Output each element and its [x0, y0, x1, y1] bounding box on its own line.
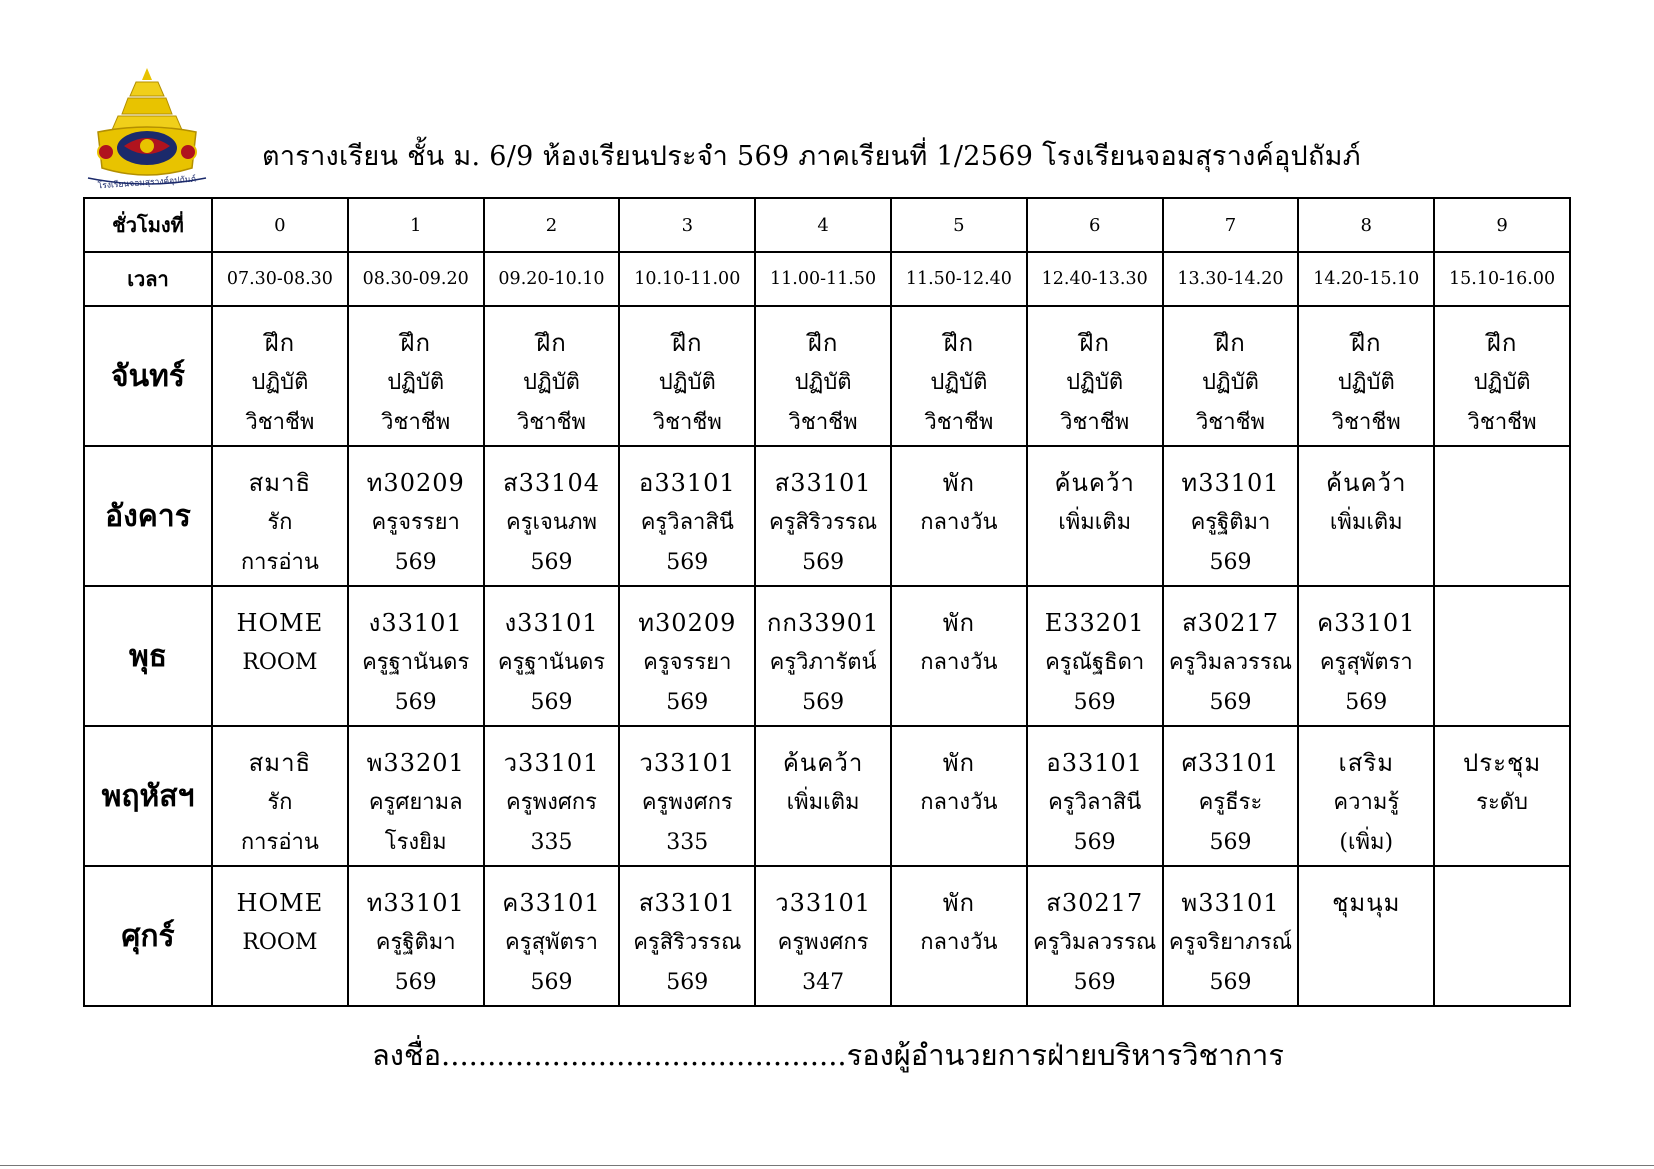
- cell-line-1: ส33101: [638, 889, 736, 917]
- cell-line-2: ROOM: [242, 930, 318, 955]
- cell-line-3: [213, 963, 347, 1003]
- cell-line-1: พัก: [942, 889, 976, 917]
- schedule-cell: [212, 446, 348, 586]
- schedule-cell: [212, 726, 348, 866]
- schedule-cell: [212, 306, 348, 446]
- cell-line-3: [1435, 823, 1569, 863]
- cell-line-2: ครูธีระ: [1198, 790, 1263, 815]
- schedule-cell: [484, 586, 620, 726]
- cell-line-2: ปฏิบัติ: [522, 370, 580, 395]
- cell-line-3: 569: [394, 970, 437, 995]
- cell-line-2: [1435, 923, 1569, 963]
- cell-line-3: 569: [1073, 970, 1116, 995]
- period-time: 07.30-08.30: [212, 252, 348, 306]
- cell-line-2: ครูจริยาภรณ์: [1168, 930, 1293, 955]
- day-row: [84, 586, 1570, 726]
- day-name: พุธ: [84, 586, 212, 726]
- cell-content: [756, 449, 890, 583]
- cell-line-1: ง33101: [368, 609, 463, 637]
- cell-line-3: 569: [666, 690, 709, 715]
- cell-content: [892, 729, 1026, 863]
- schedule-cell: [891, 446, 1027, 586]
- cell-line-2: ปฏิบัติ: [658, 370, 716, 395]
- cell-line-2: ปฏิบัติ: [1473, 370, 1531, 395]
- cell-line-1: ชุมนุม: [1332, 889, 1401, 917]
- cell-line-3: วิชาชีพ: [516, 410, 587, 435]
- cell-line-1: กก33901: [766, 609, 880, 637]
- cell-content: [1028, 729, 1162, 863]
- schedule-cell: [1163, 726, 1299, 866]
- cell-line-2: ปฏิบัติ: [251, 370, 309, 395]
- schedule-cell: [484, 446, 620, 586]
- cell-line-1: ค้นคว้า: [1326, 469, 1407, 497]
- cell-line-3: 569: [666, 550, 709, 575]
- cell-line-3: วิชาชีพ: [652, 410, 722, 435]
- schedule-cell: [348, 866, 484, 1006]
- cell-content: [620, 589, 754, 723]
- period-number: 1: [348, 198, 484, 252]
- cell-line-1: ท30209: [366, 469, 465, 497]
- cell-line-1: HOME: [236, 609, 324, 637]
- cell-line-2: ครูเจนภพ: [505, 510, 597, 535]
- schedule-cell: [1434, 586, 1570, 726]
- cell-line-2: ครูสิริวรรณ: [633, 930, 742, 955]
- schedule-cell: [1298, 866, 1434, 1006]
- cell-line-3: [1299, 543, 1433, 583]
- cell-line-3: 569: [530, 690, 573, 715]
- schedule-cell: [1163, 446, 1299, 586]
- period-header-row: [84, 198, 1570, 252]
- cell-line-3: [892, 543, 1026, 583]
- cell-line-3: 569: [394, 690, 437, 715]
- cell-line-2: รัก: [267, 790, 293, 815]
- cell-content: [892, 869, 1026, 1003]
- cell-line-2: กลางวัน: [920, 510, 998, 535]
- cell-line-2: ปฏิบัติ: [794, 370, 852, 395]
- schedule-cell: [755, 446, 891, 586]
- schedule-cell: [212, 866, 348, 1006]
- cell-line-3: วิชาชีพ: [788, 410, 858, 435]
- logo-text: โรงเรียนจอมสุรางค์อุปถัมภ์: [97, 174, 197, 192]
- cell-line-2: ปฏิบัติ: [1201, 370, 1259, 395]
- schedule-cell: [891, 726, 1027, 866]
- cell-content: [892, 449, 1026, 583]
- schedule-cell: [755, 726, 891, 866]
- cell-line-1: ว33101: [775, 889, 871, 917]
- cell-content: [1028, 869, 1162, 1003]
- cell-content: [1028, 449, 1162, 583]
- cell-line-2: ครูวิมลวรรณ: [1033, 930, 1157, 955]
- cell-line-2: ปฏิบัติ: [1066, 370, 1124, 395]
- schedule-cell: [755, 586, 891, 726]
- cell-line-2: ครูวิลาสินี: [1048, 790, 1142, 815]
- cell-line-2: ความรู้: [1333, 790, 1400, 815]
- period-time: 12.40-13.30: [1027, 252, 1163, 306]
- cell-line-2: ครูวิภารัตน์: [769, 650, 877, 675]
- cell-line-3: 569: [1073, 690, 1116, 715]
- day-row: [84, 446, 1570, 586]
- cell-line-3: วิชาชีพ: [381, 410, 451, 435]
- cell-line-2: ครูณัฐธิดา: [1045, 650, 1145, 675]
- cell-line-2: ครูพงศกร: [777, 930, 869, 955]
- cell-content: [1299, 309, 1433, 443]
- cell-line-3: วิชาชีพ: [1195, 410, 1266, 435]
- cell-content: [213, 449, 347, 583]
- cell-line-2: ครูสุพัตรา: [505, 930, 598, 955]
- cell-content: [1299, 449, 1433, 583]
- cell-line-3: 569: [394, 550, 437, 575]
- cell-content: [892, 309, 1026, 443]
- cell-line-1: ท33101: [366, 889, 465, 917]
- schedule-cell: [755, 866, 891, 1006]
- cell-content: [892, 589, 1026, 723]
- cell-line-3: 569: [802, 550, 845, 575]
- period-number: 5: [891, 198, 1027, 252]
- schedule-cell: [1434, 446, 1570, 586]
- cell-content: [349, 309, 483, 443]
- period-number: 4: [755, 198, 891, 252]
- cell-line-1: พ33201: [366, 749, 465, 777]
- cell-line-3: [1028, 543, 1162, 583]
- cell-line-3: [892, 683, 1026, 723]
- cell-line-2: เพิ่มเติม: [1058, 510, 1132, 535]
- schedule-cell: [1298, 586, 1434, 726]
- period-time: 11.50-12.40: [891, 252, 1027, 306]
- cell-content: [756, 589, 890, 723]
- cell-line-1: ฝึก: [264, 329, 296, 357]
- schedule-cell: [891, 586, 1027, 726]
- cell-content: [1435, 869, 1569, 1003]
- cell-content: [1164, 309, 1298, 443]
- cell-content: [1299, 869, 1433, 1003]
- cell-content: [213, 729, 347, 863]
- schedule-cell: [1298, 446, 1434, 586]
- cell-line-3: [1435, 963, 1569, 1003]
- cell-line-2: เพิ่มเติม: [786, 790, 860, 815]
- schedule-cell: [619, 866, 755, 1006]
- cell-line-3: วิชาชีพ: [1331, 410, 1401, 435]
- period-number: 8: [1298, 198, 1434, 252]
- cell-line-2: เพิ่มเติม: [1329, 510, 1403, 535]
- cell-line-3: [1299, 963, 1433, 1003]
- cell-content: [349, 589, 483, 723]
- cell-content: [1435, 729, 1569, 863]
- cell-line-2: ปฏิบัติ: [930, 370, 988, 395]
- cell-line-3: 569: [1209, 970, 1252, 995]
- cell-line-2: ครูวิลาสินี: [640, 510, 734, 535]
- cell-line-2: [1435, 643, 1569, 683]
- day-name: จันทร์: [84, 306, 212, 446]
- cell-line-1: ฝึก: [671, 329, 703, 357]
- cell-content: [1435, 589, 1569, 723]
- schedule-cell: [619, 586, 755, 726]
- cell-content: [620, 449, 754, 583]
- cell-line-3: 569: [1209, 830, 1252, 855]
- period-number: 2: [484, 198, 620, 252]
- schedule-cell: [1163, 866, 1299, 1006]
- schedule-cell: [619, 446, 755, 586]
- cell-line-1: ฝึก: [1486, 329, 1518, 357]
- cell-line-3: 569: [1209, 550, 1252, 575]
- cell-line-2: ครูวิมลวรรณ: [1168, 650, 1293, 675]
- cell-line-3: 569: [1073, 830, 1116, 855]
- cell-content: [485, 729, 619, 863]
- cell-line-1: ฝึก: [943, 329, 975, 357]
- cell-content: [620, 869, 754, 1003]
- schedule-cell: [1298, 726, 1434, 866]
- schedule-cell: [348, 446, 484, 586]
- cell-content: [1435, 309, 1569, 443]
- schedule-cell: [619, 726, 755, 866]
- cell-line-3: [1435, 683, 1569, 723]
- period-number: 3: [619, 198, 755, 252]
- period-time: 13.30-14.20: [1163, 252, 1299, 306]
- period-number: 0: [212, 198, 348, 252]
- cell-line-1: สมาธิ: [248, 749, 312, 777]
- cell-line-2: ครูฐานันดร: [497, 650, 606, 675]
- schedule-cell: [1434, 726, 1570, 866]
- cell-line-3: 569: [666, 970, 709, 995]
- cell-line-3: 569: [530, 550, 573, 575]
- cell-line-1: ค33101: [502, 889, 601, 917]
- cell-content: [1164, 449, 1298, 583]
- cell-line-1: ส30217: [1046, 889, 1144, 917]
- cell-line-2: ครูพงศกร: [506, 790, 597, 815]
- schedule-cell: [1027, 306, 1163, 446]
- cell-content: [1435, 449, 1569, 583]
- cell-line-3: วิชาชีพ: [924, 410, 994, 435]
- day-row: [84, 726, 1570, 866]
- cell-line-2: ครูสุพัตรา: [1319, 650, 1413, 675]
- cell-line-2: [1435, 503, 1569, 543]
- cell-line-3: การอ่าน: [240, 830, 319, 855]
- cell-content: [1028, 309, 1162, 443]
- cell-line-1: พัก: [942, 469, 976, 497]
- cell-line-3: 347: [802, 970, 845, 995]
- schedule-cell: [1163, 586, 1299, 726]
- cell-line-2: ครูศยามล: [368, 790, 463, 815]
- period-time: 09.20-10.10: [484, 252, 620, 306]
- day-name: พฤหัสฯ: [84, 726, 212, 866]
- cell-content: [1164, 729, 1298, 863]
- cell-line-2: ระดับ: [1476, 790, 1529, 815]
- period-number: 7: [1163, 198, 1299, 252]
- day-row: [84, 866, 1570, 1006]
- cell-line-1: ฝึก: [1079, 329, 1110, 357]
- cell-line-1: ท30209: [638, 609, 737, 637]
- cell-line-2: ปฏิบัติ: [1337, 370, 1395, 395]
- schedule-cell: [348, 586, 484, 726]
- cell-line-1: ค้นคว้า: [782, 749, 864, 777]
- cell-line-3: [892, 823, 1026, 863]
- cell-line-3: วิชาชีพ: [245, 410, 315, 435]
- cell-line-1: E33201: [1044, 609, 1145, 637]
- period-time: 15.10-16.00: [1434, 252, 1570, 306]
- cell-line-3: [756, 823, 890, 863]
- period-time: 11.00-11.50: [755, 252, 891, 306]
- period-time: 14.20-15.10: [1298, 252, 1434, 306]
- day-name: อังคาร: [84, 446, 212, 586]
- cell-line-2: รัก: [267, 510, 293, 535]
- bottom-divider: [0, 1165, 1654, 1166]
- cell-line-2: ครูฐิติมา: [1190, 510, 1271, 535]
- cell-line-1: [1435, 603, 1569, 643]
- cell-line-2: ปฏิบัติ: [387, 370, 445, 395]
- cell-content: [756, 309, 890, 443]
- cell-line-3: 569: [1209, 690, 1252, 715]
- cell-line-1: อ33101: [638, 469, 736, 497]
- cell-content: [485, 869, 619, 1003]
- period-time: 10.10-11.00: [619, 252, 755, 306]
- schedule-cell: [1434, 866, 1570, 1006]
- cell-line-3: 569: [1345, 690, 1388, 715]
- cell-content: [620, 309, 754, 443]
- cell-line-3: [1435, 543, 1569, 583]
- schedule-cell: [484, 306, 620, 446]
- schedule-cell: [619, 306, 755, 446]
- cell-line-1: ศ33101: [1181, 749, 1280, 777]
- period-time: 08.30-09.20: [348, 252, 484, 306]
- cell-line-1: ค้นคว้า: [1054, 469, 1135, 497]
- cell-line-3: 569: [802, 690, 845, 715]
- cell-line-2: ครูจรรยา: [643, 650, 732, 675]
- cell-line-3: วิชาชีพ: [1060, 410, 1130, 435]
- cell-line-1: ง33101: [504, 609, 599, 637]
- signature-line: ลงชื่อ............................................รองผู้อำนวยการฝ่ายบริหารวิชาการ: [372, 1038, 1284, 1072]
- cell-line-1: [1435, 463, 1569, 503]
- timetable: [83, 197, 1571, 1007]
- cell-content: [1299, 729, 1433, 863]
- cell-line-3: โรงยิม: [384, 830, 447, 855]
- cell-line-1: ฝึก: [536, 329, 567, 357]
- crown-icon: [112, 68, 182, 130]
- schedule-cell: [212, 586, 348, 726]
- schedule-cell: [1027, 726, 1163, 866]
- cell-line-1: ท33101: [1181, 469, 1280, 497]
- cell-content: [620, 729, 754, 863]
- cell-content: [485, 449, 619, 583]
- cell-line-1: ฝึก: [1215, 329, 1246, 357]
- cell-content: [213, 309, 347, 443]
- cell-content: [213, 869, 347, 1003]
- schedule-cell: [348, 726, 484, 866]
- cell-content: [756, 729, 890, 863]
- period-number: 9: [1434, 198, 1570, 252]
- cell-line-3: 335: [666, 830, 709, 855]
- cell-line-1: เสริม: [1338, 749, 1395, 777]
- cell-content: [213, 589, 347, 723]
- cell-line-2: ครูฐิติมา: [375, 930, 456, 955]
- period-label: ชั่วโมงที่: [84, 198, 212, 252]
- cell-content: [1299, 589, 1433, 723]
- cell-line-3: 569: [530, 970, 573, 995]
- cell-line-3: [892, 963, 1026, 1003]
- cell-line-3: (เพิ่ม): [1339, 830, 1394, 855]
- cell-line-2: ครูจรรยา: [371, 510, 460, 535]
- cell-line-1: ส33101: [774, 469, 872, 497]
- cell-line-1: พัก: [942, 749, 976, 777]
- cell-content: [1164, 589, 1298, 723]
- time-label: เวลา: [84, 252, 212, 306]
- cell-content: [349, 729, 483, 863]
- cell-line-2: กลางวัน: [920, 790, 998, 815]
- schedule-cell: [1163, 306, 1299, 446]
- schedule-cell: [484, 726, 620, 866]
- cell-content: [485, 589, 619, 723]
- cell-content: [756, 869, 890, 1003]
- schedule-cell: [348, 306, 484, 446]
- cell-line-1: ประชุม: [1463, 749, 1542, 777]
- cell-line-1: [1435, 883, 1569, 923]
- cell-line-1: ฝึก: [807, 329, 839, 357]
- cell-line-2: กลางวัน: [920, 650, 998, 675]
- schedule-cell: [1434, 306, 1570, 446]
- cell-content: [349, 449, 483, 583]
- cell-line-1: ฝึก: [400, 329, 431, 357]
- cell-content: [349, 869, 483, 1003]
- schedule-cell: [891, 306, 1027, 446]
- cell-line-3: 335: [530, 830, 573, 855]
- cell-line-1: ว33101: [639, 749, 736, 777]
- cell-line-1: พัก: [942, 609, 976, 637]
- cell-line-2: ครูพงศกร: [641, 790, 733, 815]
- cell-line-3: วิชาชีพ: [1467, 410, 1537, 435]
- cell-content: [1164, 869, 1298, 1003]
- schedule-cell: [1027, 866, 1163, 1006]
- cell-content: [1028, 589, 1162, 723]
- cell-line-2: ครูสิริวรรณ: [768, 510, 878, 535]
- cell-line-1: ส30217: [1181, 609, 1279, 637]
- schedule-cell: [1298, 306, 1434, 446]
- period-number: 6: [1027, 198, 1163, 252]
- cell-line-1: อ33101: [1046, 749, 1144, 777]
- schedule-cell: [1027, 446, 1163, 586]
- cell-line-3: [213, 683, 347, 723]
- day-name: ศุกร์: [84, 866, 212, 1006]
- cell-line-2: กลางวัน: [920, 930, 998, 955]
- cell-line-1: ส33104: [502, 469, 600, 497]
- cell-line-1: พ33101: [1181, 889, 1280, 917]
- cell-line-3: การอ่าน: [240, 550, 319, 575]
- schedule-cell: [755, 306, 891, 446]
- cell-line-1: HOME: [236, 889, 324, 917]
- cell-line-1: สมาธิ: [248, 469, 312, 497]
- cell-line-1: ว33101: [503, 749, 600, 777]
- day-row: [84, 306, 1570, 446]
- cell-line-2: ROOM: [242, 650, 318, 675]
- schedule-cell: [484, 866, 620, 1006]
- page-title: ตารางเรียน ชั้น ม. 6/9 ห้องเรียนประจำ 569 ภาคเรียนที่ 1/2569 โรงเรียนจอมสุรางค์อุปถัมภ์: [262, 141, 1361, 172]
- schedule-cell: [891, 866, 1027, 1006]
- time-header-row: [84, 252, 1570, 306]
- cell-line-1: ฝึก: [1350, 329, 1382, 357]
- school-emblem: [84, 66, 210, 192]
- schedule-cell: [1027, 586, 1163, 726]
- cell-line-2: [1299, 923, 1433, 963]
- cell-line-2: ครูฐานันดร: [362, 650, 470, 675]
- cell-line-1: ค33101: [1317, 609, 1416, 637]
- cell-content: [485, 309, 619, 443]
